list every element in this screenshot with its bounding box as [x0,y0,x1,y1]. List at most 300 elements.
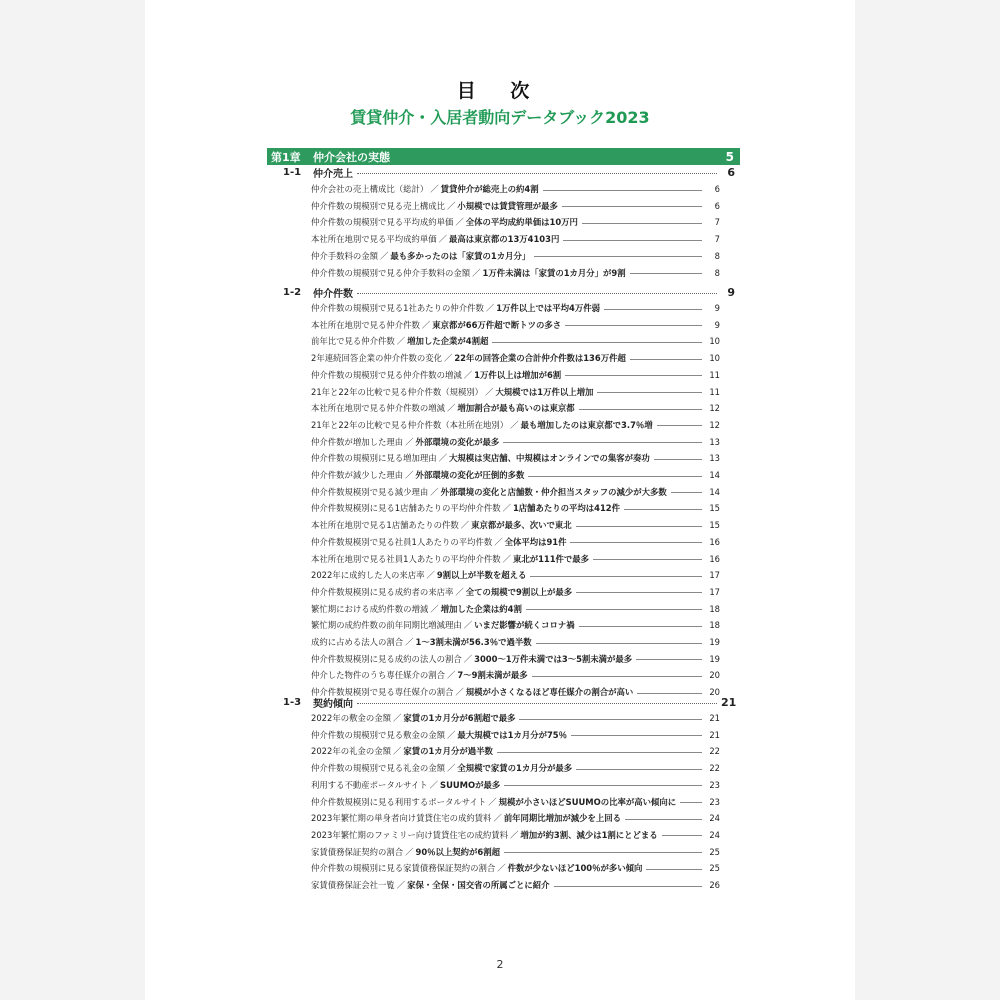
entry-separator: ／ [421,319,431,330]
entry-topic: 仲介件数の規模別で見る敷金の金額 [311,729,445,740]
entry-text [311,862,642,874]
toc-entry[interactable] [311,827,720,843]
book-subtitle: 賃貸仲介・入居者動向データブック2023 [350,108,650,127]
entry-separator: ／ [430,184,439,194]
entry-highlight: 全ての規模で9割以上が最多 [465,586,573,597]
entry-leader-line [662,835,702,836]
toc-entry[interactable] [311,500,720,516]
entry-topic: 21年と22年の比較で見る仲介件数（規模別） [311,386,484,397]
entry-leader-line [554,886,703,887]
entry-highlight: 1万件以上は増加が6割 [474,369,562,380]
toc-entry[interactable] [311,567,720,583]
toc-entry[interactable] [311,667,720,683]
entry-page: 21 [709,713,720,723]
toc-entry[interactable] [311,794,720,810]
entry-text [311,829,658,841]
toc-entry[interactable] [311,877,720,893]
entry-topic: 家賃債務保証会社一覧 [311,880,395,890]
entry-leader-line [504,785,702,786]
entry-leader-line [532,676,702,677]
entry-highlight: 東北が111件で最多 [512,553,590,564]
entry-page: 7 [714,217,720,228]
entry-highlight: 家保・全保・国交省の所属ごとに紹介 [407,880,550,890]
entry-page: 13 [709,453,720,464]
entry-separator: ／ [455,586,464,597]
entry-separator: ／ [485,303,495,313]
entry-text [311,419,653,431]
entry-separator: ／ [405,436,414,447]
entry-highlight: 増加した企業は約4割 [440,603,522,614]
entry-text [311,469,524,481]
toc-entry[interactable] [311,450,720,466]
entry-topic: 仲介した物件のうち専任媒介の割合 [311,670,445,681]
toc-entry[interactable] [311,214,720,230]
entry-topic: 2023年繁忙期のファミリー向け賃貸住宅の成約賃料 [311,829,509,840]
entry-text [311,267,626,279]
entry-topic: 仲介件数の規模別で見る平均成約単価 [311,217,454,228]
chapter-number: 第1章 [271,150,301,164]
entry-text [311,436,499,448]
entry-topic: 仲介件数の規模別に見る増加理由 [311,453,437,464]
entry-text [311,669,528,681]
entry-page: 9 [714,303,720,313]
entry-separator: ／ [447,729,456,740]
section-page: 9 [727,285,735,299]
entry-highlight: 7～9割未満が最多 [457,670,528,681]
entry-text [311,653,632,665]
toc-entry[interactable] [311,400,720,416]
entry-topic: 仲介件数規模別で見る社員1人あたりの平均件数 [311,536,493,547]
entry-text [311,250,530,262]
entry-page: 23 [709,796,720,807]
entry-text [311,586,572,598]
entry-text [311,386,593,398]
entry-separator: ／ [463,620,473,631]
entry-separator: ／ [426,570,435,581]
entry-highlight: 大規模は実店舗、中規模はオンラインでの集客が奏功 [449,453,650,464]
entry-leader-line [570,542,702,543]
entry-page: 8 [714,250,720,261]
toc-section-row[interactable] [283,164,735,180]
entry-topic: 本社所在地別で見る平均成約単価 [311,234,437,245]
entry-leader-line [503,442,702,443]
entry-highlight: 賃貸仲介が総売上の約4割 [440,184,539,194]
entry-highlight: 家賃の1カ月分が6割超で最多 [403,713,516,723]
entry-text [311,335,488,347]
entry-text [311,779,500,791]
entry-highlight: 増加が約3割、減少は1割にとどまる [520,829,658,840]
toc-entry[interactable] [311,534,720,550]
entry-leader-line [576,526,702,527]
entry-page: 6 [714,184,720,194]
toc-entry[interactable] [311,634,720,650]
section-title: 仲介売上 [313,168,353,180]
entry-highlight: 家賃の1カ月分が過半数 [403,746,493,757]
entry-separator: ／ [497,863,506,874]
entry-highlight: 増加した企業が4割超 [407,336,489,347]
entry-separator: ／ [438,453,447,464]
entry-page: 20 [709,687,720,698]
toc-entry[interactable] [311,248,720,264]
entry-separator: ／ [392,746,402,757]
toc-entry[interactable] [311,317,720,333]
entry-separator: ／ [392,713,402,723]
entry-highlight: 全体平均は91件 [504,536,567,547]
entry-separator: ／ [405,470,414,480]
entry-leader-line [526,609,702,610]
entry-separator: ／ [494,536,503,547]
entry-highlight: 9割以上が半数を超える [436,570,527,581]
entry-topic: 2年連続回答企業の仲介件数の変化 [311,353,442,364]
toc-entry[interactable] [311,517,720,533]
toc-entry[interactable] [311,584,720,600]
entry-topic: 2022年に成約した人の来店率 [311,570,425,581]
section-page: 21 [721,695,737,709]
entry-leader-line [597,392,702,393]
entry-text [311,369,561,381]
entry-text [311,352,626,364]
entry-highlight: 小規模では賃貸管理が最多 [457,200,558,211]
toc-entry[interactable] [311,860,720,876]
entry-topic: 仲介件数の規模別で見る1社あたりの仲介件数 [311,303,484,313]
entry-page: 18 [709,603,720,614]
entry-separator: ／ [510,829,519,840]
dotted-leader [357,703,717,704]
entry-page: 17 [709,570,720,581]
entry-page: 13 [709,436,720,447]
toc-entry[interactable] [311,551,720,567]
entry-page: 18 [709,620,720,631]
entry-highlight: 1～3割未満が56.3％で過半数 [415,637,532,647]
entry-topic: 仲介件数の規模別で見る礼金の金額 [311,763,445,774]
entry-topic: 仲介件数の規模別で見る仲介件数の増減 [311,369,462,380]
entry-topic: 仲介件数規模別に見る1店舗あたりの平均仲介件数 [311,503,501,514]
entry-highlight: 最も増加したのは東京都で3.7％増 [520,419,653,430]
entry-leader-line [543,190,702,191]
entry-topic: 本社所在地別で見る1店舗あたりの件数 [311,520,459,531]
entry-page: 22 [709,746,720,757]
entry-separator: ／ [405,637,414,647]
entry-leader-line [593,559,702,560]
entry-page: 24 [709,829,720,840]
entry-text [311,729,567,741]
toc-entry[interactable] [311,300,720,316]
entry-topic: 成約に占める法人の割合 [311,637,404,647]
entry-leader-line [562,206,702,207]
dotted-leader [357,173,717,174]
entry-highlight: いまだ影響が続くコロナ禍 [474,620,575,631]
entry-leader-line [492,342,702,343]
entry-text [311,762,572,774]
entry-text [311,502,620,514]
toc-entry[interactable] [311,601,720,617]
entry-separator: ／ [485,386,494,397]
entry-highlight: SUUMOが最多 [440,779,501,790]
entry-separator: ／ [429,779,439,790]
entry-page: 10 [709,353,720,364]
entry-text [311,636,532,648]
entry-leader-line [536,643,702,644]
page-number: 2 [496,958,504,971]
entry-separator: ／ [455,217,464,228]
entry-separator: ／ [502,503,511,514]
section-title: 契約傾向 [313,698,353,710]
entry-leader-line [646,869,702,870]
entry-separator: ／ [380,250,389,261]
entry-separator: ／ [472,267,481,278]
section-number: 1-3 [283,696,302,708]
entry-leader-line [519,719,702,720]
toc-entry[interactable] [311,350,720,366]
entry-page: 25 [709,846,720,857]
toc-section-row[interactable] [283,694,735,710]
entry-highlight: 最大規模では1カ月分が75％ [457,729,567,740]
toc-entry[interactable] [311,651,720,667]
entry-leader-line [657,425,702,426]
entry-topic: 仲介件数規模別で見る専任媒介の割合 [311,687,454,698]
entry-highlight: 3000～1万件未満では3～5割未満が最多 [474,653,633,664]
entry-leader-line [576,592,702,593]
entry-highlight: 規模が小さくなるほど専任媒介の割合が高い [465,687,634,698]
toc-entry[interactable] [311,434,720,450]
entry-page: 22 [709,763,720,774]
entry-highlight: 前年同期比増加が減少を上回る [503,813,622,824]
entry-separator: ／ [443,353,453,364]
entry-highlight: 最も多かったのは「家賃の1カ月分」 [390,250,531,261]
entry-separator: ／ [460,520,470,531]
entry-leader-line [625,819,702,820]
entry-separator: ／ [430,603,439,614]
entry-highlight: 件数が少ないほど100％が多い傾向 [507,863,643,874]
toc-entry[interactable] [311,760,720,776]
entry-topic: 仲介件数規模別に見る成約の法人の割合 [311,653,462,664]
entry-highlight: 1店舗あたりの平均は412件 [512,503,621,514]
toc-entry[interactable] [311,333,720,349]
entry-page: 14 [709,470,720,480]
entry-page: 24 [709,813,720,824]
entry-separator: ／ [396,336,406,347]
entry-topic: 仲介件数が減少した理由 [311,470,404,480]
entry-page: 19 [709,653,720,664]
section-page: 6 [727,165,735,179]
entry-page: 7 [714,234,720,245]
entry-page: 10 [709,336,720,347]
entry-text [311,519,572,531]
entry-page: 20 [709,670,720,681]
toc-entry[interactable] [311,198,720,214]
entry-separator: ／ [447,403,456,414]
entry-separator: ／ [463,653,473,664]
entry-text [311,846,500,858]
toc-entry[interactable] [311,181,720,197]
entry-topic: 繁忙期における成約件数の増減 [311,603,429,614]
entry-separator: ／ [438,234,447,245]
entry-page: 26 [709,880,720,890]
entry-leader-line [576,769,702,770]
chapter-page: 5 [725,149,734,164]
entry-text [311,745,493,757]
chapter-title: 仲介会社の実態 [313,150,390,164]
toc-entry[interactable] [311,367,720,383]
entry-topic: 仲介件数の規模別で見る売上構成比 [311,200,445,211]
entry-leader-line [671,492,702,493]
entry-leader-line [565,375,702,376]
entry-highlight: 全体の平均成約単価は10万円 [465,217,578,228]
entry-page: 21 [709,729,720,740]
entry-text [311,402,575,414]
entry-separator: ／ [463,369,473,380]
toc-entry[interactable] [311,484,720,500]
entry-topic: 仲介件数の規模別で見る仲介手数料の金額 [311,267,471,278]
entry-text [311,183,539,195]
entry-leader-line [530,576,702,577]
toc-entry[interactable] [311,417,720,433]
entry-page: 23 [709,779,720,790]
entry-leader-line [604,309,702,310]
dotted-leader [357,293,717,294]
entry-topic: 仲介手数料の金額 [311,250,378,261]
toc-entry[interactable] [311,231,720,247]
entry-page: 14 [709,486,720,497]
entry-topic: 仲介件数規模別に見る成約者の来店率 [311,586,454,597]
entry-topic: 繁忙期の成約件数の前年同期比増減理由 [311,620,462,631]
section-number: 1-1 [283,166,302,178]
entry-leader-line [680,802,702,803]
entry-topic: 仲介会社の売上構成比（総計） [311,184,429,194]
entry-highlight: 外部環境の変化が最多 [415,436,500,447]
entry-highlight: 規模が小さいほどSUUMOの比率が高い傾向に [498,796,677,807]
entry-page: 25 [709,863,720,874]
entry-leader-line [630,273,702,274]
entry-page: 15 [709,520,720,531]
entry-topic: 本社所在地別で見る仲介件数 [311,319,420,330]
entry-leader-line [636,659,702,660]
entry-text [311,569,526,581]
entry-highlight: 全規模で家賃の1カ月分が最多 [457,763,573,774]
entry-leader-line [497,752,702,753]
entry-topic: 仲介件数規模別に見る利用するポータルサイト [311,796,487,807]
toc-entry[interactable] [311,467,720,483]
entry-highlight: 22年の回答企業の合計仲介件数は136万件超 [454,353,626,364]
entry-leader-line [579,626,702,627]
entry-page: 12 [709,419,720,430]
toc-entry[interactable] [311,384,720,400]
entry-text [311,603,522,615]
entry-topic: 本社所在地別で見る社員1人あたりの平均仲介件数 [311,553,501,564]
entry-page: 11 [709,369,720,380]
entry-text [311,619,575,631]
entry-page: 15 [709,503,720,514]
entry-separator: ／ [510,419,519,430]
entry-highlight: 大規模では1万件以上増加 [495,386,594,397]
entry-highlight: 外部環境の変化と店舗数・仲介担当スタッフの減少が大多数 [440,486,667,497]
entry-separator: ／ [447,200,456,211]
entry-text [311,553,589,565]
toc-entry[interactable] [311,777,720,793]
entry-leader-line [534,256,702,257]
entry-highlight: 最高は東京都の13万4103円 [449,234,560,245]
entry-leader-line [571,735,702,736]
entry-page: 16 [709,553,720,564]
entry-page: 9 [714,319,720,330]
entry-leader-line [654,459,702,460]
toc-entry[interactable] [311,810,720,826]
entry-text [311,712,515,724]
entry-topic: 2023年繁忙期の単身者向け賃貸住宅の成約賃料 [311,813,492,824]
entry-text [311,216,578,228]
entry-highlight: 東京都が66万件超で断トツの多さ [432,319,562,330]
entry-text [311,452,650,464]
entry-separator: ／ [396,880,406,890]
entry-topic: 仲介件数が増加した理由 [311,436,404,447]
toc-entry[interactable] [311,844,720,860]
entry-topic: 仲介件数の規模別に見る家賃債務保証契約の割合 [311,863,496,874]
entry-leader-line [579,409,702,410]
entry-separator: ／ [405,846,414,857]
toc-entry[interactable] [311,743,720,759]
toc-entry[interactable] [311,727,720,743]
entry-leader-line [563,240,702,241]
toc-entry[interactable] [311,265,720,281]
entry-text [311,302,600,314]
entry-leader-line [624,509,702,510]
entry-text [311,879,550,891]
entry-highlight: 1万件以上では平均4万件弱 [496,303,600,313]
entry-text [311,200,558,212]
entry-topic: 2022年の敷金の金額 [311,713,391,723]
entry-page: 12 [709,403,720,414]
entry-topic: 2022年の礼金の金額 [311,746,391,757]
toc-entry[interactable] [311,710,720,726]
entry-highlight: 1万件未満は「家賃の1カ月分」が9割 [482,267,626,278]
section-number: 1-2 [283,286,302,298]
entry-leader-line [582,223,702,224]
toc-entry[interactable] [311,617,720,633]
entry-separator: ／ [455,687,464,698]
entry-highlight: 東京都が最多、次いで東北 [471,520,572,531]
entry-page: 8 [714,267,720,278]
chapter-header[interactable] [267,148,740,165]
entry-topic: 家賃債務保証契約の割合 [311,846,404,857]
entry-page: 11 [709,386,720,397]
entry-topic: 利用する不動産ポータルサイト [311,779,428,790]
entry-separator: ／ [430,486,439,497]
entry-topic: 前年比で見る仲介件数 [311,336,395,347]
entry-text [311,233,559,245]
entry-highlight: 増加割合が最も高いのは東京都 [457,403,575,414]
toc-section-row[interactable] [283,284,735,300]
entry-separator: ／ [502,553,511,564]
page-title: 目 次 [456,80,544,102]
entry-text [311,319,561,331]
entry-topic: 仲介件数規模別で見る減少理由 [311,486,429,497]
entry-separator: ／ [447,670,456,681]
entry-text [311,812,621,824]
entry-text [311,536,566,548]
entry-page: 17 [709,586,720,597]
entry-separator: ／ [493,813,502,824]
entry-page: 19 [709,637,720,647]
entry-highlight: 外部環境の変化が圧倒的多数 [415,470,525,480]
entry-highlight: 90％以上契約が6割超 [415,846,500,857]
entry-leader-line [565,325,702,326]
document-page [145,0,855,1000]
entry-page: 6 [714,200,720,211]
entry-leader-line [528,476,702,477]
entry-separator: ／ [447,763,456,774]
entry-text [311,486,667,498]
entry-topic: 21年と22年の比較で見る仲介件数（本社所在地別） [311,419,509,430]
